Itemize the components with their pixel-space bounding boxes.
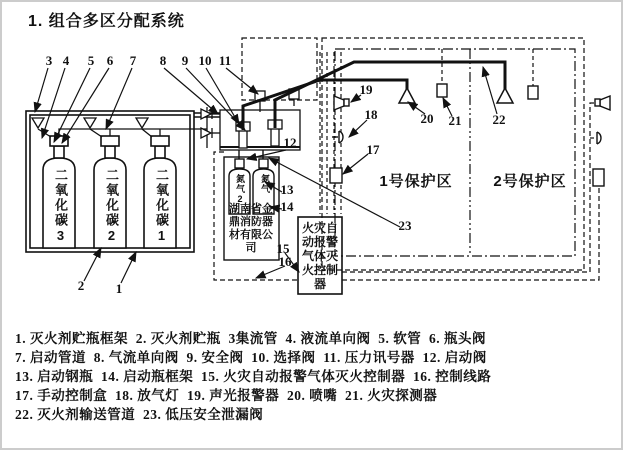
legend-line-2: 7. 启动管道 8. 气流单向阀 9. 安全阀 10. 选择阀 11. 压力讯号器 12. 启动阀 [15, 350, 487, 365]
legend [15, 329, 491, 424]
manual-control-box-icon [593, 169, 604, 186]
callout-2: 2 [77, 278, 85, 293]
page-title: 1. 组合多区分配系统 [28, 13, 185, 30]
callout-17: 17 [366, 142, 380, 157]
callout-10: 10 [198, 53, 212, 68]
nozzle-icon [399, 88, 415, 103]
callout-4: 4 [62, 53, 70, 68]
callout-16: 16 [278, 254, 292, 269]
manual-control-box-icon [330, 168, 342, 183]
co2-cylinder-label: 二氧化碳3 [53, 167, 68, 245]
callout-21: 21 [448, 113, 462, 128]
callout-8: 8 [159, 53, 167, 68]
company-watermark: 湖南省金鼎消防器材有限公司 [229, 203, 273, 254]
liquid-check-valves [32, 118, 152, 137]
legend-line-3: 13. 启动钢瓶 14. 启动瓶框架 15. 火灾自动报警气体灭火控制器 16. 控制线路 [15, 369, 492, 384]
release-lamp-icon [597, 132, 601, 144]
callout-11: 11 [218, 53, 232, 68]
zone1-devices [330, 84, 447, 183]
co2-cylinder-label: 二氧化碳1 [154, 167, 169, 245]
fire-detector-icon [528, 86, 538, 99]
legend-line-4: 17. 手动控制盒 18. 放气灯 19. 声光报警器 20. 喷嘴 21. 火灾探测器 [15, 388, 438, 403]
callout-9: 9 [181, 53, 189, 68]
legend-line-5: 22. 灭火剂输送管道 23. 低压安全泄漏阀 [15, 407, 264, 422]
starter-bottle-label: 氮气 [260, 174, 270, 194]
callout-3: 3 [45, 53, 53, 68]
callout-12: 12 [283, 135, 297, 150]
callout-1: 1 [115, 281, 123, 296]
callout-20: 20 [420, 111, 434, 126]
callout-5: 5 [87, 53, 95, 68]
zone1-label: 1号保护区 [379, 173, 453, 190]
zone2-label: 2号保护区 [493, 173, 567, 190]
controller-label: 火灾自动报警气体灭火控制器 [301, 221, 338, 291]
release-lamp-icon [339, 131, 343, 143]
callout-13: 13 [280, 182, 294, 197]
starter-bottle-label: 氮气2 [235, 174, 245, 205]
alarm-horn-icon [600, 96, 610, 110]
legend-line-1: 1. 灭火剂贮瓶框架 2. 灭火剂贮瓶 3集流管 4. 液流单向阀 5. 软管 6. 瓶头阀 [15, 331, 486, 346]
nozzles [399, 88, 513, 103]
callout-15: 15 [276, 241, 290, 256]
callout-22: 22 [492, 112, 506, 127]
callout-19: 19 [359, 82, 373, 97]
callout-23: 23 [398, 218, 412, 233]
alarm-horn-icon [334, 96, 344, 110]
fire-detector-icon [437, 84, 447, 97]
nozzle-icon [497, 88, 513, 103]
callout-6: 6 [106, 53, 114, 68]
callout-18: 18 [364, 107, 378, 122]
callout-14: 14 [280, 199, 294, 214]
callout-7: 7 [129, 53, 137, 68]
co2-cylinder-label: 二氧化碳2 [104, 167, 119, 245]
